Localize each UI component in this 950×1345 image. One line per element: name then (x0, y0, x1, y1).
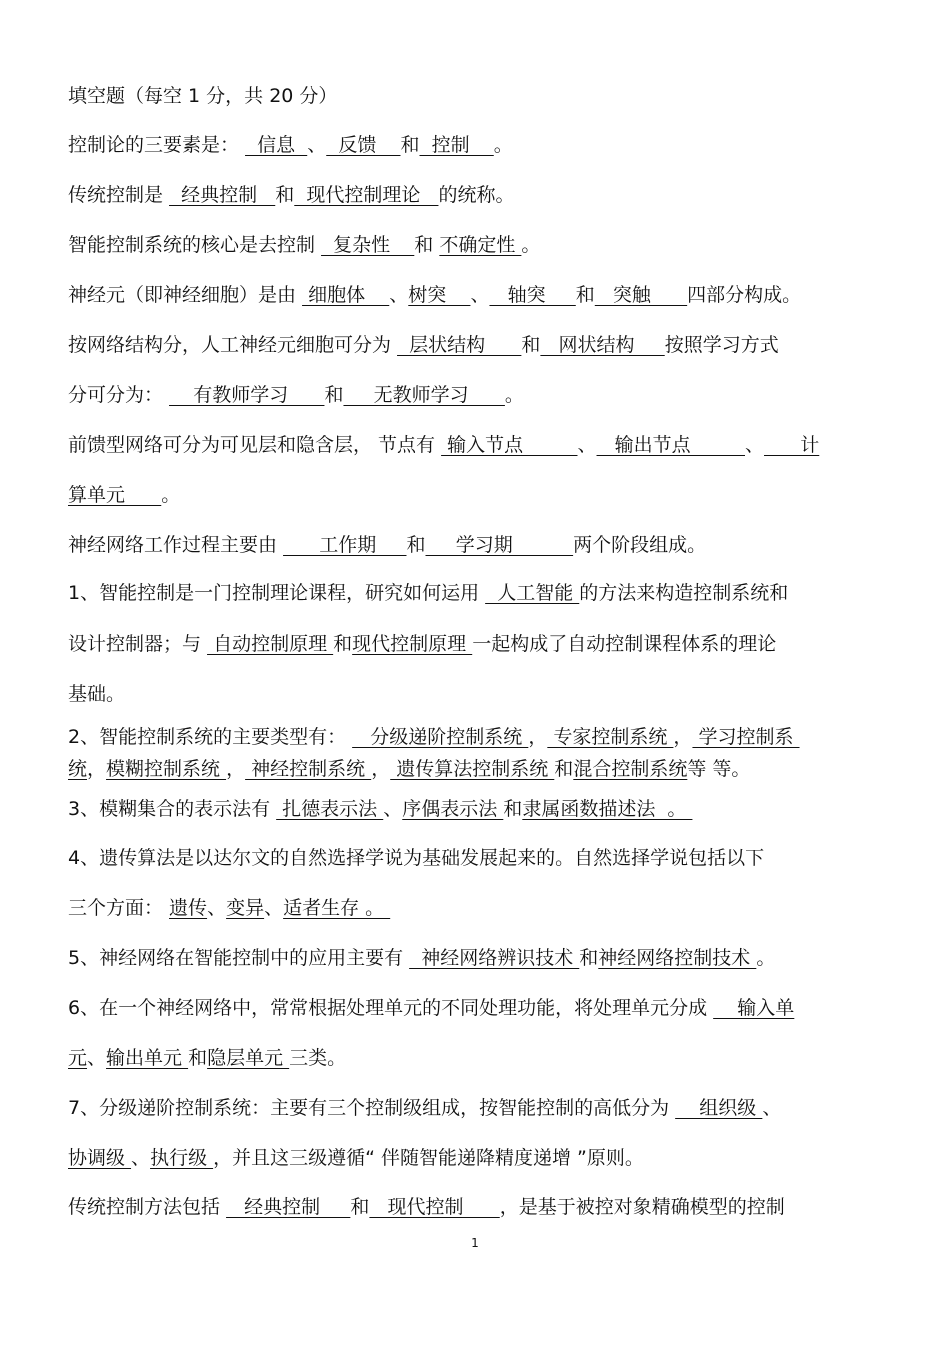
answer-blank: 控制 (419, 134, 494, 156)
answer-blank: 隶属函数描述法 。 (522, 798, 693, 820)
answer-blank: 协调级 (68, 1147, 132, 1169)
answer-blank: 自动控制原理 (207, 633, 334, 655)
answer-blank: 计 (764, 434, 820, 456)
answer-blank: 输出节点 (596, 434, 745, 456)
answer-blank: 经典控制 (169, 184, 276, 206)
question-line: 3、模糊集合的表示法有 扎德表示法 、序偶表示法 和隶属函数描述法 。 (68, 798, 693, 820)
answer-blank: 统 (68, 758, 88, 780)
answer-blank: 复杂性 (321, 234, 415, 256)
answer-blank: 现代控制原理 (352, 633, 473, 655)
answer-blank: 模糊控制系统 (106, 758, 227, 780)
question-line: 5、神经网络在智能控制中的应用主要有 神经网络辨识技术 和神经网络控制技术 。 (68, 947, 776, 969)
answer-blank: 输出单元 (106, 1047, 189, 1069)
question-line: 传统控制方法包括 经典控制 和 现代控制 ，是基于被控对象精确模型的控制 (68, 1196, 785, 1218)
answer-blank: 神经网络辨识技术 (409, 947, 580, 969)
question-line: 元、输出单元 和隐层单元 三类。 (68, 1047, 347, 1069)
section-heading: 填空题（每空 1 分，共 20 分） (68, 85, 338, 107)
answer-blank: 隐层单元 (207, 1047, 290, 1069)
answer-blank: 层状结构 (397, 334, 522, 356)
question-line: 神经网络工作过程主要由 工作期 和 学习期 两个阶段组成。 (68, 534, 707, 556)
answer-blank: 学习控制系 (692, 726, 800, 748)
answer-blank: 信息 (245, 134, 308, 156)
answer-blank: 轴突 (489, 284, 576, 306)
answer-blank: 分级递阶控制系统 (352, 726, 529, 748)
answer-blank: 扎德表示法 (276, 798, 384, 820)
question-line: 传统控制是 经典控制 和 现代控制理论 的统称。 (68, 184, 515, 206)
question-line: 统，模糊控制系统 ， 神经控制系统 ， 遗传算法控制系统 和混合控制系统等 等。 (68, 758, 751, 780)
answer-blank: 输入单 (713, 997, 795, 1019)
question-line: 基础。 (68, 683, 126, 705)
question-line: 7、分级递阶控制系统：主要有三个控制级组成，按智能控制的高低分为 组织级 、 (68, 1097, 782, 1119)
question-line: 分可分为： 有教师学习 和 无教师学习 。 (68, 384, 524, 406)
answer-blank: 现代控制 (369, 1196, 500, 1218)
question-line: 6、在一个神经网络中，常常根据处理单元的不同处理功能，将处理单元分成 输入单 (68, 997, 795, 1019)
answer-blank: 细胞体 (302, 284, 390, 306)
question-line: 4、遗传算法是以达尔文的自然选择学说为基础发展起来的。自然选择学说包括以下 (68, 847, 765, 869)
answer-blank: 现代控制理论 (294, 184, 439, 206)
answer-blank: 神经控制系统 (245, 758, 372, 780)
question-line: 协调级 、执行级 ，并且这三级遵循“ 伴随智能递降精度递增 ”原则。 (68, 1147, 644, 1169)
answer-blank: 网状结构 (540, 334, 665, 356)
question-line: 控制论的三要素是： 信息 、 反馈 和 控制 。 (68, 134, 513, 156)
answer-blank: 突触 (594, 284, 688, 306)
question-line: 神经元（即神经细胞）是由 细胞体 、树突 、 轴突 和 突触 四部分构成。 (68, 284, 802, 306)
answer-blank: 无教师学习 (343, 384, 505, 406)
answer-blank: 人工智能 (485, 582, 580, 604)
answer-blank: 执行级 (150, 1147, 214, 1169)
answer-blank: 适者生存 。 (283, 897, 391, 919)
question-line: 设计控制器；与 自动控制原理 和现代控制原理 一起构成了自动控制课程体系的理论 (68, 633, 777, 655)
answer-blank: 神经网络控制技术 (598, 947, 757, 969)
answer-blank: 经典控制 (226, 1196, 351, 1218)
answer-blank: 树突 (408, 284, 471, 306)
answer-blank: 工作期 (283, 534, 407, 556)
page-number: 1 (471, 1236, 479, 1250)
answer-blank: 专家控制系统 (547, 726, 674, 748)
question-line: 前馈型网络可分为可见层和隐含层， 节点有 输入节点 、 输出节点 、 计 (68, 434, 820, 456)
answer-blank: 算单元 (68, 484, 162, 506)
answer-blank: 有教师学习 (169, 384, 325, 406)
answer-blank: 不确定性 (439, 234, 522, 256)
answer-blank: 变异 (226, 897, 265, 919)
question-line: 智能控制系统的核心是去控制 复杂性 和 不确定性 。 (68, 234, 541, 256)
question-line: 按网络结构分，人工神经元细胞可分为 层状结构 和 网状结构 按照学习方式 (68, 334, 779, 356)
question-line: 算单元 。 (68, 484, 181, 506)
question-line: 三个方面： 遗传、变异、适者生存 。 (68, 897, 391, 919)
answer-blank: 反馈 (326, 134, 401, 156)
answer-blank: 混合控制系统 (573, 758, 688, 780)
answer-blank: 学习期 (425, 534, 574, 556)
answer-blank: 输入节点 (441, 434, 578, 456)
question-line: 1、智能控制是一门控制理论课程，研究如何运用 人工智能 的方法来构造控制系统和 (68, 582, 789, 604)
answer-blank: 组织级 (675, 1097, 763, 1119)
question-line: 2、智能控制系统的主要类型有： 分级递阶控制系统 ， 专家控制系统 ， 学习控制系 (68, 726, 800, 748)
answer-blank: 序偶表示法 (402, 798, 504, 820)
answer-blank: 遗传 (169, 897, 208, 919)
answer-blank: 遗传算法控制系统 (390, 758, 555, 780)
answer-blank: 元 (68, 1047, 88, 1069)
